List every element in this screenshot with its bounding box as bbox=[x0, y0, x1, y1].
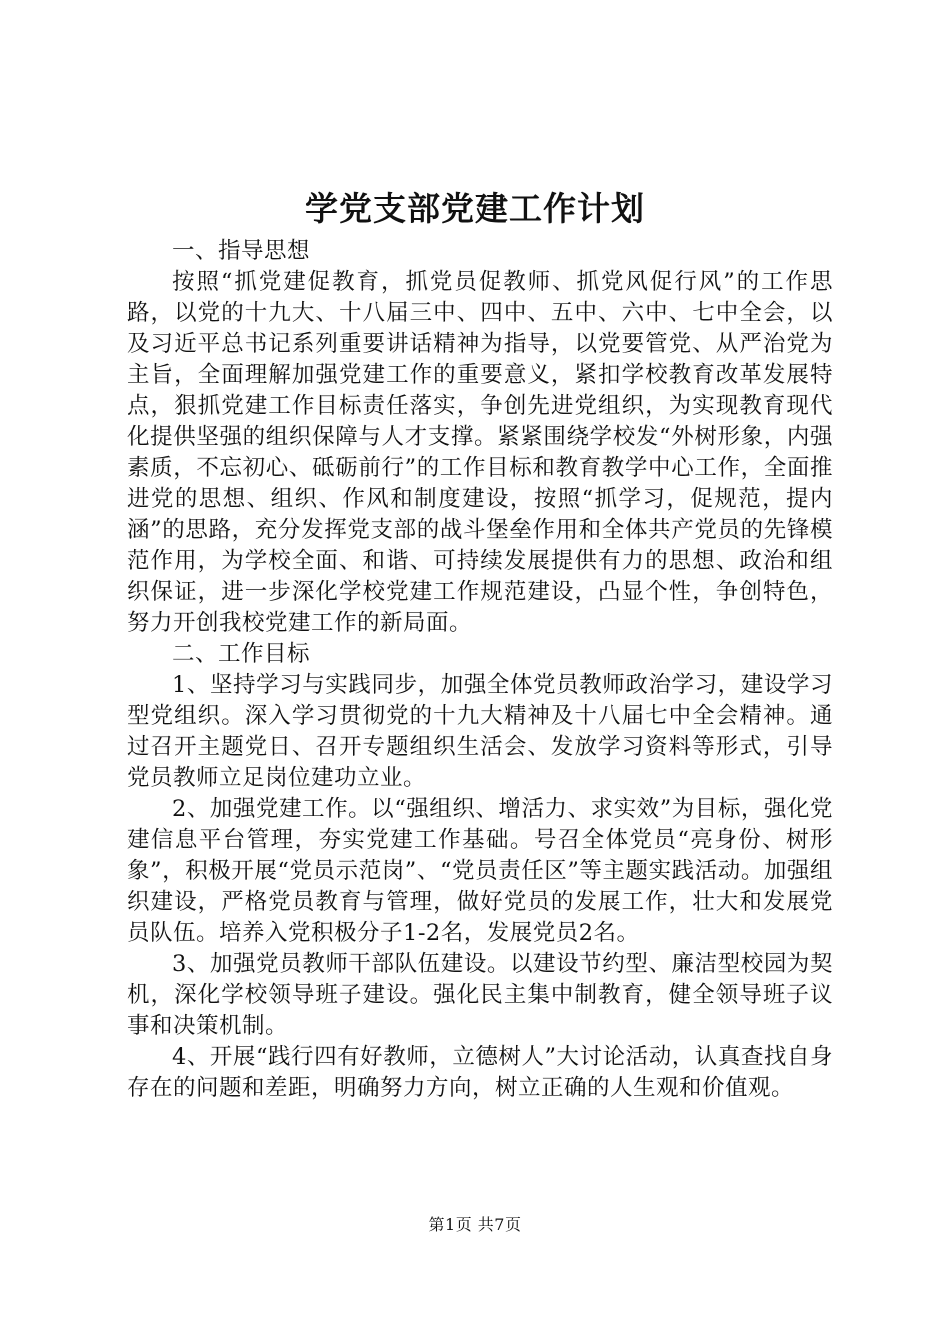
section-heading-guiding-thought: 一、指导思想 bbox=[172, 238, 311, 264]
paragraph-goal-4: 4、开展“践行四有好教师，立德树人”大讨论活动，认真查找自身存在的问题和差距，明确努力方向，树立正确的人生观和价值观。 bbox=[127, 1044, 833, 1101]
paragraph-guiding-thought: 按照“抓党建促教育，抓党员促教师、抓党风促行风”的工作思路，以党的十九大、十八届三中、四中、五中、六中、七中全会，以及习近平总书记系列重要讲话精神为指导，以党要管党、从严治党为主旨，全面理解加强党建工作的重要意义，紧扣学校教育改革发展特点，狠抓党建工作目标责任落实，争创先进党组织，为实现教育现代化提供坚强的组织保障与人才支撑。紧紧围绕学校发“外树形象，内强素质，不忘初心、砥砺前行”的工作目标和教育教学中心工作，全面推进党的思想、组织、作风和制度建设，按照“抓学习，促规范，提内涵”的思路，充分发挥党支部的战斗堡垒作用和全体共产党员的先锋模范作用，为学校全面、和谐、可持续发展提供有力的思想、政治和组织保证，进一步深化学校党建工作规范建设，凸显个性，争创特色，努力开创我校党建工作的新局面。 bbox=[127, 269, 833, 636]
paragraph-goal-2: 2、加强党建工作。以“强组织、增活力、求实效”为目标，强化党建信息平台管理，夯实党建工作基础。号召全体党员“亮身份、树形象”，积极开展“党员示范岗”、“党员责任区”等主题实践活动。加强组织建设，严格党员教育与管理，做好党员的发展工作，壮大和发展党员队伍。培养入党积极分子1-2名，发展党员2名。 bbox=[127, 796, 833, 946]
document-title: 学党支部党建工作计划 bbox=[305, 189, 645, 228]
paragraph-goal-3: 3、加强党员教师干部队伍建设。以建设节约型、廉洁型校园为契机，深化学校领导班子建设。强化民主集中制教育，健全领导班子议事和决策机制。 bbox=[127, 951, 833, 1039]
paragraph-goal-1: 1、坚持学习与实践同步，加强全体党员教师政治学习，建设学习型党组织。深入学习贯彻党的十九大精神及十八届七中全会精神。通过召开主题党日、召开专题组织生活会、发放学习资料等形式，引导党员教师立足岗位建功立业。 bbox=[127, 672, 833, 791]
section-heading-work-goals: 二、工作目标 bbox=[172, 641, 311, 667]
document-body bbox=[127, 236, 833, 1104]
page-number-footer: 第1页 共7页 bbox=[428, 1215, 522, 1234]
